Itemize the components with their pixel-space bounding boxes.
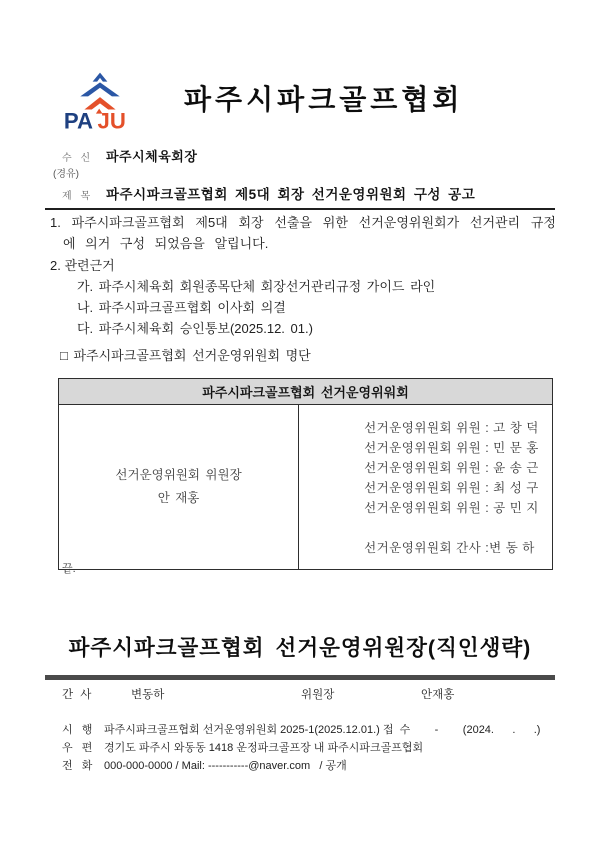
subject-row: [45, 183, 555, 203]
members-list: [364, 418, 552, 518]
sub-item-a: 가. 파주시체육회 회원종목단체 회장선거관리규정 가이드 라인: [77, 279, 436, 294]
recipient-row: [45, 146, 555, 165]
subject-label: 제 목: [62, 191, 94, 202]
via-label: (경유): [53, 169, 79, 180]
chair-name: 안 재홍: [157, 491, 200, 505]
signature-secretary-name: 변동하: [131, 689, 165, 701]
committee-member: 선거운영위원회 위원 : 최 성 구: [364, 481, 539, 495]
recipient-value: 파주시체육회장: [106, 149, 198, 164]
committee-member: 선거운영위원회 위원 : 공 민 지: [364, 501, 539, 515]
table-header-row: [59, 379, 553, 405]
roster-heading: □ 파주시파크골프협회 선거운영위원회 명단: [60, 348, 311, 363]
footer-row-address: [45, 739, 565, 757]
table-header-cell: 파주시파크골프협회 선거운영위워회: [59, 379, 553, 405]
chair-title: 선거운영위원회 위원장: [115, 468, 242, 482]
signature-row: [45, 686, 555, 702]
footer-address-label: 우 편: [62, 742, 94, 754]
signature-secretary-label: 간 사: [62, 689, 94, 701]
signature-chair-name: 안재홍: [421, 689, 455, 701]
chair-cell: [59, 405, 299, 570]
sub-item-c: 다. 파주시체육회 승인통보(2025.12. 01.): [77, 321, 313, 336]
footer-phone-label: 전 화: [62, 760, 94, 772]
paju-city-logo-icon: [58, 66, 142, 130]
document-header: [58, 66, 555, 130]
footer-dispatch-label: 시 행: [62, 724, 94, 736]
closing-title: 파주시파크골프협회 선거운영위원장(직인생략): [68, 636, 532, 660]
subject-value: 파주시파크골프협회 제5대 회장 선거운영위원회 구성 공고: [106, 187, 476, 202]
footer-dispatch-value: 파주시파크골프협회 선거운영위원회 2025-1(2025.12.01.) 접 수 - (2024. . .): [104, 724, 541, 736]
document-footer: [45, 721, 565, 775]
committee-member: 선거운영위원회 위원 : 민 문 홍: [364, 441, 539, 455]
committee-table: [58, 378, 553, 570]
org-title: 파주시파크골프협회: [184, 84, 464, 115]
paragraph-1: 1. 파주시파크골프협회 제5대 회장 선출을 위한 선거운영위원회가 선거관리 규정에 의거 구성 되었음을 알립니다.: [50, 215, 556, 251]
svg-text:PA: PA: [63, 108, 94, 130]
footer-divider: [45, 675, 555, 680]
signature-chair-label: 위원장: [301, 689, 335, 701]
body-text: [50, 212, 556, 339]
members-cell: [299, 405, 553, 570]
table-body-row: [59, 405, 553, 570]
footer-row-phone: [45, 757, 565, 775]
end-mark: 끝.: [62, 563, 76, 575]
committee-member: 선거운영위원회 위원 : 윤 송 근: [364, 461, 539, 475]
footer-row-dispatch: [45, 721, 565, 739]
paragraph-2: 2. 관련근거: [50, 258, 115, 273]
svg-text:JU: JU: [97, 108, 126, 130]
recipient-label: 수 신: [62, 153, 94, 164]
sub-item-b: 나. 파주시파크골프협회 이사회 의결: [77, 300, 286, 315]
subject-divider: [45, 208, 555, 210]
footer-phone-value: 000-000-0000 / Mail: -----------@naver.com / 공개: [104, 760, 347, 772]
meta-block: [45, 146, 555, 210]
footer-address-value: 경기도 파주시 와동동 1418 운정파크골프장 내 파주시파크골프협회: [104, 742, 424, 754]
committee-secretary: 선거운영위원회 간사 :변 동 하: [364, 541, 535, 555]
committee-member: 선거운영위원회 위원 : 고 창 덕: [364, 421, 539, 435]
